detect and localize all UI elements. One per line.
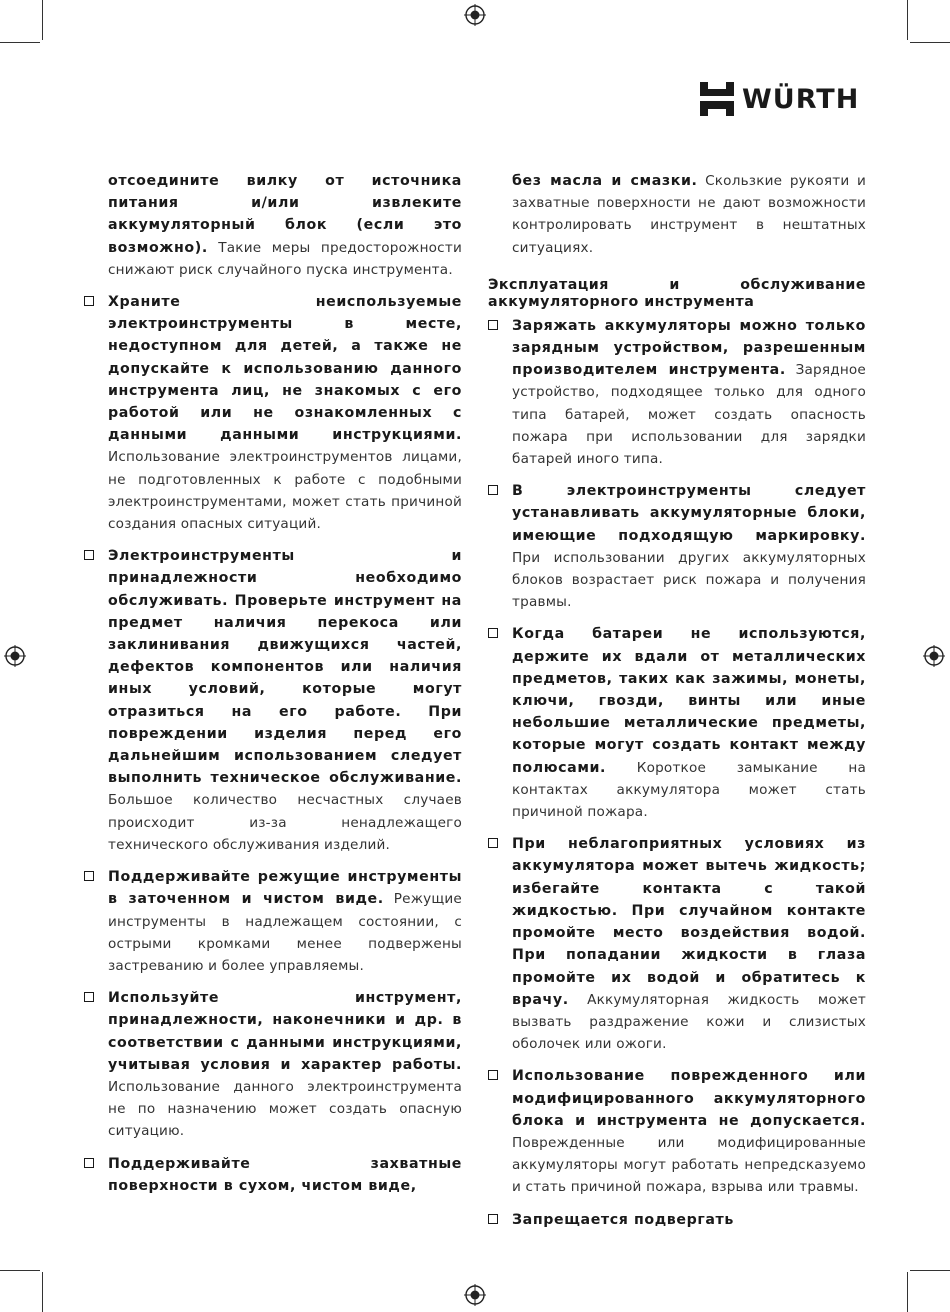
item-bold: Храните неиспользуемые электроинструменты в месте, недоступном для детей, а также не допускайте к использованию данного инструмента лиц, не знакомых с его работой или не ознакомленных с данными данными инструкциями. <box>108 294 462 444</box>
paragraph-continuation <box>488 170 866 259</box>
list-item <box>488 833 866 1055</box>
checkbox-bullet-icon <box>84 992 94 1002</box>
item-bold: Электроинструменты и принадлежности необходимо обслуживать. Проверьте инструмент на предмет наличия перекоса или заклинивания движущихся частей, дефектов компонентов или наличия иных условий, которые могут отразиться на его работе. При повреждении изделия перед его дальнейшим использованием следует выполнить техническое обслуживание. <box>108 548 462 787</box>
crop-mark-bottom-left <box>42 1272 43 1312</box>
list-item <box>84 866 462 977</box>
wurth-logo-icon <box>700 82 734 116</box>
item-bold: В электроинструменты следует устанавливать аккумуляторные блоки, имеющие подходящую маркировку. <box>512 483 866 544</box>
crop-mark-bottom-right <box>907 1272 908 1312</box>
registration-mark-bottom <box>464 1284 486 1306</box>
checkbox-bullet-icon <box>84 550 94 560</box>
list-item <box>84 291 462 535</box>
list-item <box>84 1153 462 1197</box>
item-text: Использование электроинструментов лицами, не подготовленных к работе с подобными электроинструментами, может стать причиной создания опасных ситуаций. <box>108 449 462 533</box>
item-bold: Заряжать аккумуляторы можно только зарядным устройством, разрешенным производителем инструмента. <box>512 317 866 379</box>
item-text: При использовании других аккумуляторных блоков возрастает риск пожара и получения травмы. <box>512 549 866 611</box>
item-text: Использование данного электроинструмента не по назначению может создать опасную ситуацию. <box>108 1078 462 1140</box>
checkbox-bullet-icon <box>488 838 498 848</box>
crop-mark-top-left <box>42 0 43 40</box>
list-item <box>488 623 866 823</box>
paragraph-bold: отсоедините вилку от источника питания и/или извлеките аккумуляторный блок (если это возможно). <box>108 173 462 256</box>
checkbox-bullet-icon <box>488 1070 498 1080</box>
checkbox-bullet-icon <box>84 296 94 306</box>
item-text: Режущие инструменты в надлежащем состоянии, с острыми кромками менее подвержены застреванию и более управляемы. <box>108 891 462 974</box>
item-text: Поврежденные или модифицированные аккумуляторы могут работать непредсказуемо и стать причиной пожара, взрыва или травмы. <box>512 1134 866 1196</box>
item-bold: При неблагоприятных условиях из аккумулятора может вытечь жидкость; избегайте контакта с такой жидкостью. При случайном контакте промойте место воздействия водой. При попадании жидкости в глаза промойте их водой и обратитесь к врачу. <box>512 836 866 1008</box>
checkbox-bullet-icon <box>488 320 498 330</box>
crop-mark-top-right-h <box>910 42 950 43</box>
item-bold: Поддерживайте захватные поверхности в сухом, чистом виде, <box>108 1155 462 1194</box>
left-column <box>84 170 462 1207</box>
section-heading: Эксплуатация и обслуживание аккумуляторного инструмента <box>488 276 866 310</box>
paragraph-text: Скользкие рукояти и захватные поверхности не дают возможности контролировать инструмент в нештатных ситуациях. <box>512 173 866 256</box>
list-item <box>488 1065 866 1198</box>
crop-mark-bottom-right-h <box>910 1270 950 1271</box>
item-text: Зарядное устройство, подходящее только для одного типа батарей, может создать опасность пожара при использовании для зарядки батарей иного типа. <box>512 362 866 468</box>
crop-mark-bottom-left-h <box>0 1270 40 1271</box>
list-item <box>488 480 866 613</box>
paragraph-text: Такие меры предосторожности снижают риск случайного пуска инструмента. <box>108 239 462 278</box>
crop-mark-top-left-h <box>0 42 40 43</box>
checkbox-bullet-icon <box>488 1214 498 1224</box>
list-item <box>84 545 462 856</box>
registration-mark-right <box>923 645 945 667</box>
item-bold: Используйте инструмент, принадлежности, наконечники и др. в соответствии с данными инструкциями, учитывая условия и характер работы. <box>108 990 462 1073</box>
item-text: Аккумуляторная жидкость может вызвать раздражение кожи и слизистых оболочек или ожоги. <box>512 991 866 1053</box>
registration-mark-top <box>464 4 486 26</box>
registration-mark-left <box>4 645 26 667</box>
checkbox-bullet-icon <box>488 485 498 495</box>
item-bold: Использование поврежденного или модифицированного аккумуляторного блока и инструмента не допускается. <box>512 1068 866 1129</box>
wurth-logo <box>700 82 859 116</box>
checkbox-bullet-icon <box>488 628 498 638</box>
checkbox-bullet-icon <box>84 1158 94 1168</box>
list-item <box>488 315 866 470</box>
item-text: Короткое замыкание на контактах аккумулятора может стать причиной пожара. <box>512 759 866 821</box>
paragraph-bold: без масла и смазки. <box>512 173 698 189</box>
paragraph-continuation <box>84 170 462 281</box>
list-item <box>488 1209 866 1231</box>
list-item <box>84 987 462 1142</box>
right-column <box>488 170 866 1241</box>
item-bold: Запрещается подвергать <box>512 1211 734 1228</box>
item-bold: Поддерживайте режущие инструменты в заточенном и чистом виде. <box>108 869 462 908</box>
brand-name: WÜRTH <box>742 83 860 115</box>
crop-mark-top-right <box>907 0 908 40</box>
checkbox-bullet-icon <box>84 871 94 881</box>
item-text: Большое количество несчастных случаев происходит из-за ненадлежащего технического обслуживания изделий. <box>108 792 462 853</box>
item-bold: Когда батареи не используются, держите их вдали от металлических предметов, таких как зажимы, монеты, ключи, гвозди, винты или иные небольшие металлические предметы, которые могут создать контакт между полюсами. <box>512 626 866 776</box>
